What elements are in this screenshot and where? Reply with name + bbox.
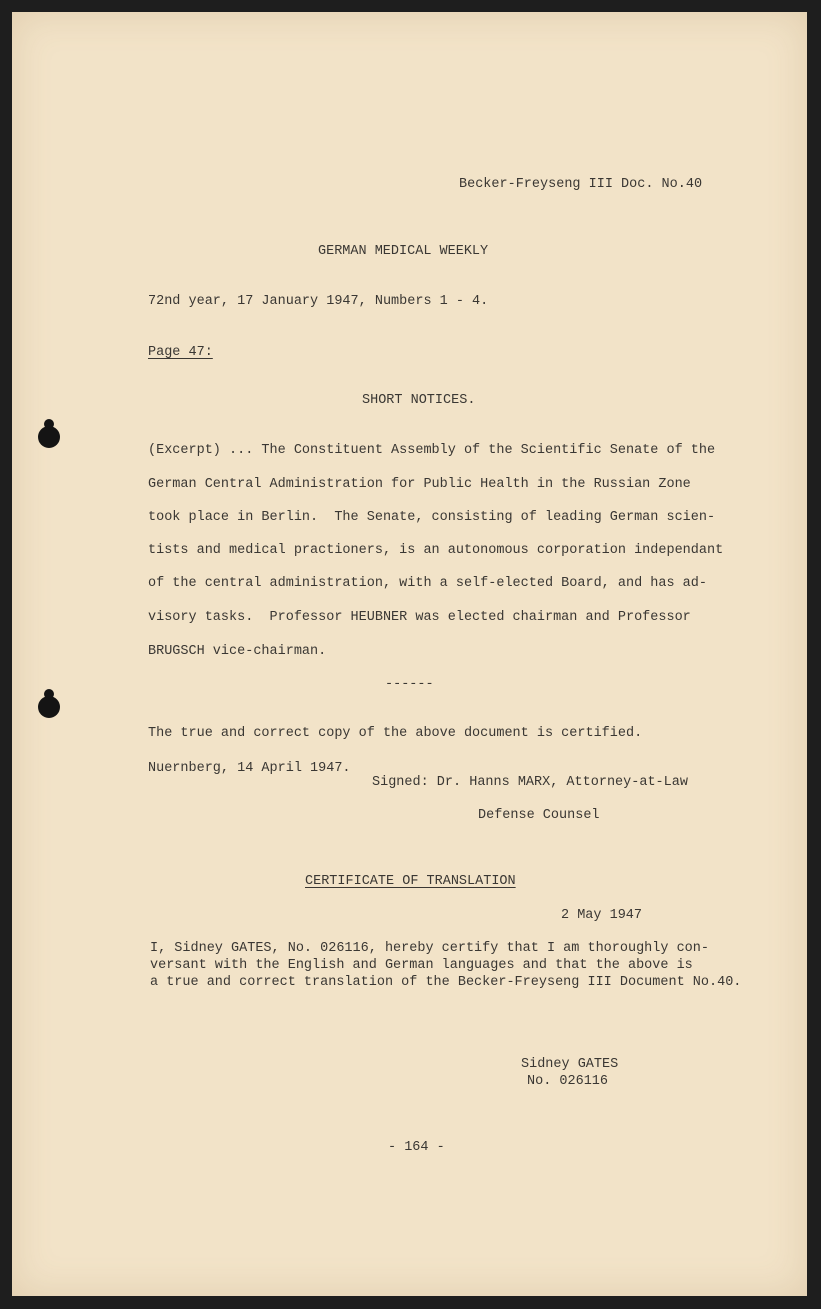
translation-statement-line: versant with the English and German languages and that the above is (150, 958, 693, 973)
translation-statement-line: a true and correct translation of the Becker-Freyseng III Document No.40. (150, 975, 742, 990)
translation-certificate-title: CERTIFICATE OF TRANSLATION (305, 874, 516, 889)
issue-line: 72nd year, 17 January 1947, Numbers 1 - 4. (148, 294, 489, 309)
signed-by: Signed: Dr. Hanns MARX, Attorney-at-Law (372, 775, 688, 790)
excerpt-line: tists and medical practioners, is an autonomous corporation independant (148, 543, 724, 558)
translator-name: Sidney GATES (521, 1057, 619, 1072)
certification-place-date: Nuernberg, 14 April 1947. (148, 761, 351, 776)
translator-number: No. 026116 (527, 1074, 609, 1089)
punch-hole-upper (38, 426, 60, 448)
page-reference: Page 47: (148, 345, 213, 360)
translation-date: 2 May 1947 (561, 908, 643, 923)
signer-role: Defense Counsel (478, 808, 600, 823)
excerpt-line: took place in Berlin. The Senate, consisting of leading German scien- (148, 510, 716, 525)
separator-line: ------ (385, 677, 434, 692)
punch-hole-lower (38, 696, 60, 718)
excerpt-line: German Central Administration for Public Health in the Russian Zone (148, 477, 691, 492)
publication-title: GERMAN MEDICAL WEEKLY (318, 244, 489, 259)
excerpt-line: BRUGSCH vice-chairman. (148, 644, 327, 659)
excerpt-line: (Excerpt) ... The Constituent Assembly of the Scientific Senate of the (148, 443, 716, 458)
excerpt-line: of the central administration, with a self-elected Board, and has ad- (148, 576, 707, 591)
copy-certification-statement: The true and correct copy of the above document is certified. (148, 726, 643, 741)
document-reference: Becker-Freyseng III Doc. No.40 (459, 177, 703, 192)
document-page (12, 12, 807, 1296)
translation-statement-line: I, Sidney GATES, No. 026116, hereby certify that I am thoroughly con- (150, 941, 709, 956)
section-title: SHORT NOTICES. (362, 393, 476, 408)
page-number: - 164 - (388, 1140, 445, 1155)
excerpt-line: visory tasks. Professor HEUBNER was elected chairman and Professor (148, 610, 691, 625)
